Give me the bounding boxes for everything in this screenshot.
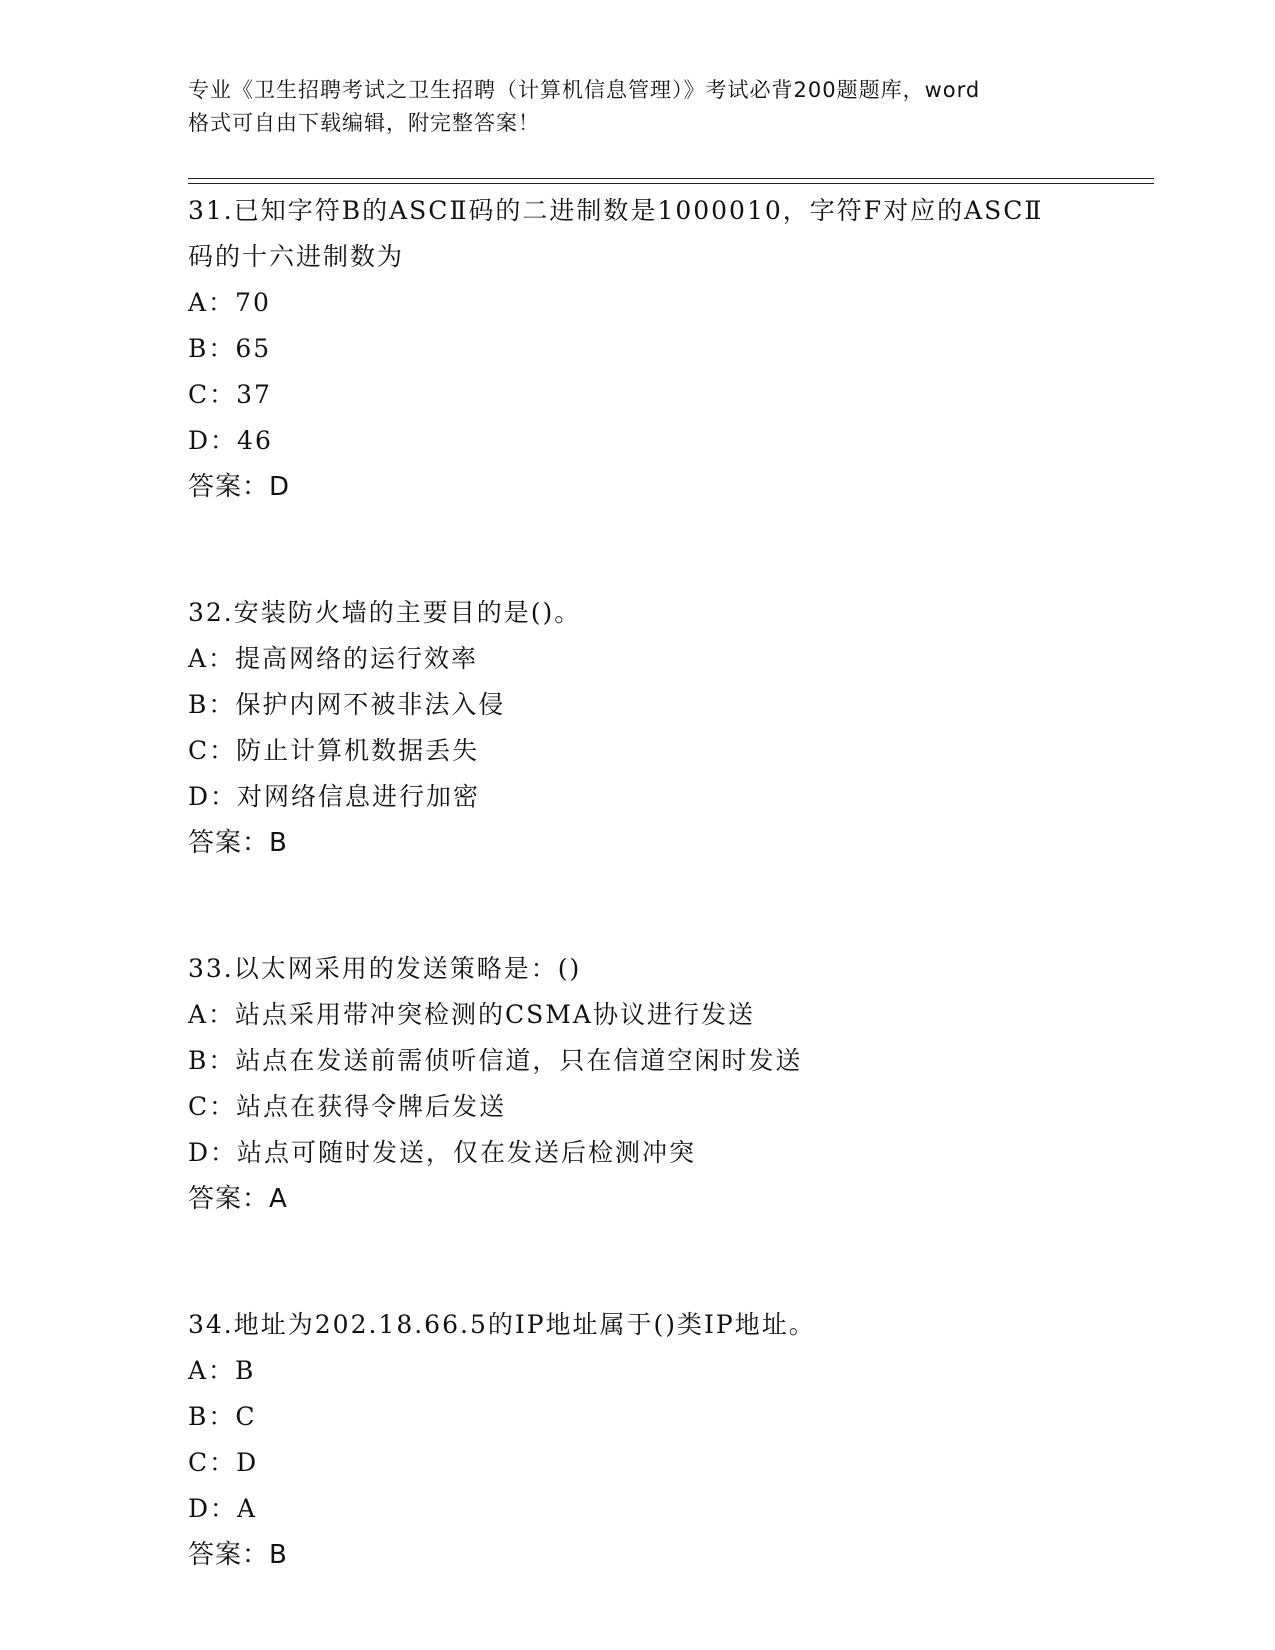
option-d: D：A bbox=[188, 1494, 258, 1523]
question-stem-line: 32.安装防火墙的主要目的是()。 bbox=[188, 598, 582, 627]
option-b: B：C bbox=[188, 1402, 257, 1431]
header-line-1: 专业《卫生招聘考试之卫生招聘（计算机信息管理）》考试必背200题题库，word bbox=[188, 78, 981, 102]
document-header bbox=[188, 74, 1088, 140]
answer-text: 答案：B bbox=[188, 1540, 288, 1570]
answer-text: 答案：D bbox=[188, 472, 291, 502]
option-a: A：站点采用带冲突检测的CSMA协议进行发送 bbox=[188, 1000, 755, 1029]
option-d: D：46 bbox=[188, 426, 273, 455]
option-d: D：对网络信息进行加密 bbox=[188, 782, 481, 811]
question-34 bbox=[188, 1302, 1088, 1578]
answer-text: 答案：A bbox=[188, 1184, 288, 1214]
header-line-2: 格式可自由下载编辑，附完整答案！ bbox=[188, 111, 540, 135]
question-31 bbox=[188, 188, 1088, 510]
header-divider-top bbox=[188, 178, 1154, 179]
question-list bbox=[188, 188, 1088, 1578]
question-stem-line: 31.已知字符B的ASCⅡ码的二进制数是1000010，字符F对应的ASCⅡ bbox=[188, 196, 1044, 225]
option-c: C：37 bbox=[188, 380, 272, 409]
option-d: D：站点可随时发送，仅在发送后检测冲突 bbox=[188, 1138, 697, 1167]
question-spacer bbox=[188, 1222, 1088, 1302]
option-c: C：防止计算机数据丢失 bbox=[188, 736, 480, 765]
question-stem-line: 码的十六进制数为 bbox=[188, 242, 405, 271]
header-divider-bottom bbox=[188, 183, 1154, 184]
option-a: A：B bbox=[188, 1356, 256, 1385]
option-b: B：65 bbox=[188, 334, 272, 363]
question-spacer bbox=[188, 510, 1088, 590]
option-a: A：70 bbox=[188, 288, 271, 317]
option-a: A：提高网络的运行效率 bbox=[188, 644, 479, 673]
answer-text: 答案：B bbox=[188, 828, 288, 858]
option-b: B：站点在发送前需侦听信道，只在信道空闲时发送 bbox=[188, 1046, 803, 1075]
option-c: C：D bbox=[188, 1448, 259, 1477]
question-stem-line: 34.地址为202.18.66.5的IP地址属于()类IP地址。 bbox=[188, 1310, 816, 1339]
question-spacer bbox=[188, 866, 1088, 946]
question-32 bbox=[188, 590, 1088, 866]
option-b: B：保护内网不被非法入侵 bbox=[188, 690, 506, 719]
question-stem-line: 33.以太网采用的发送策略是：() bbox=[188, 954, 582, 983]
question-33 bbox=[188, 946, 1088, 1222]
option-c: C：站点在获得令牌后发送 bbox=[188, 1092, 507, 1121]
